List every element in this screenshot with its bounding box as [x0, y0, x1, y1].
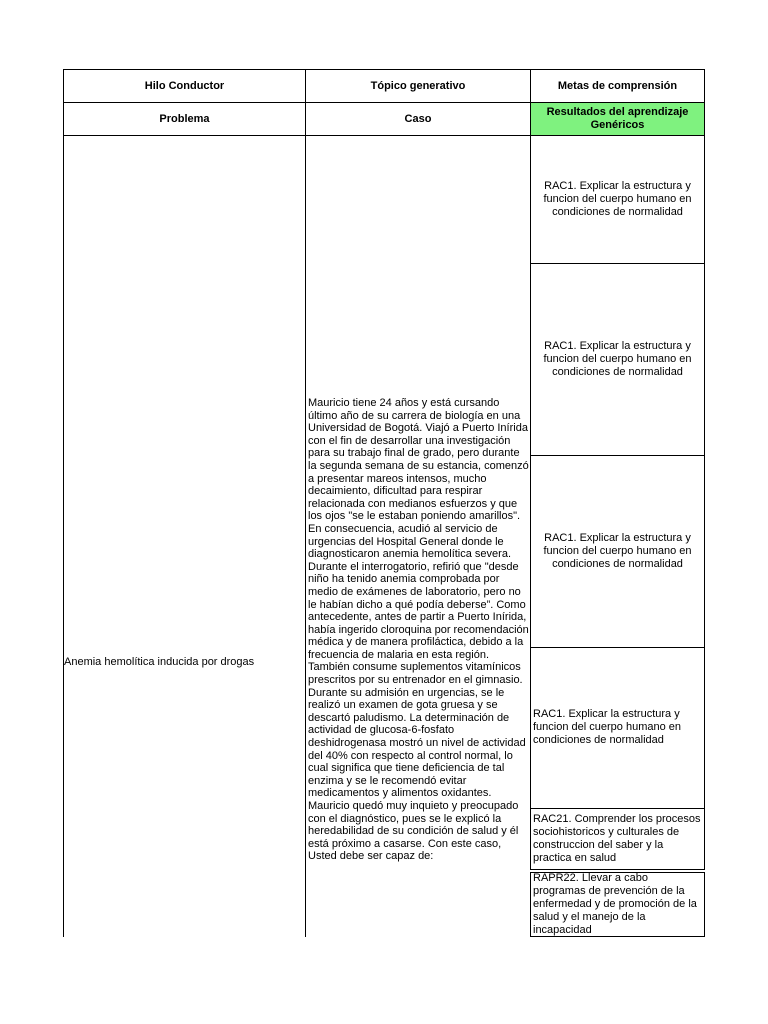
table-border-mid	[305, 69, 306, 937]
header-hilo-conductor: Hilo Conductor	[144, 79, 225, 92]
header-caso: Caso	[404, 112, 432, 125]
header-metas-comprension: Metas de comprensión	[557, 79, 678, 92]
outcome-cell: RAC1. Explicar la estructura y funcion del cuerpo humano en condiciones de normalidad	[530, 263, 705, 456]
problema-text: Anemia hemolítica inducida por drogas	[64, 656, 255, 668]
outcome-cell: RAPR22. Llevar a cabo programas de prevención de la enfermedad y de promoción de la salud y el manejo de la incapacidad	[530, 872, 705, 937]
outcome-cell: RAC1. Explicar la estructura y funcion del cuerpo humano en condiciones de normalidad	[530, 647, 705, 809]
header-topico-generativo: Tópico generativo	[370, 79, 466, 92]
outcome-cell: RAC1. Explicar la estructura y funcion del cuerpo humano en condiciones de normalidad	[530, 455, 705, 648]
table-border-row2-left	[63, 135, 530, 136]
outcome-cell: RAC1. Explicar la estructura y funcion del cuerpo humano en condiciones de normalidad	[530, 136, 705, 264]
header-resultados-aprendizaje: Resultados del aprendizaje Genéricos	[530, 102, 705, 136]
table-border-left	[63, 69, 64, 937]
outcome-cell: RAC21. Comprender los procesos sociohistoricos y culturales de construccion del saber y la practica en salud	[530, 808, 705, 870]
header-problema: Problema	[159, 112, 210, 125]
caso-text: Mauricio tiene 24 años y está cursando último año de su carrera de biología en una Universidad de Bogotá. Viajó a Puerto Inírida con el fin de desarrollar una investigación para su trabajo final de grado, pero durante la segunda semana de su estancia, comenzó a presentar mareos intensos, mucho decaimiento, dificultad para respirar relacionada con medianos esfuerzos y que los ojos "se le estaban poniendo amarillos". En consecuencia, acudió al servicio de urgencias del Hospital General donde le diagnosticaron anemia hemolítica severa. Durante el interrogatorio, refirió que "desde niño ha tenido anemia comprobada por medio de exámenes de laboratorio, pero no le habían dicho a qué podía deberse”. Como antecedente, antes de partir a Puerto Inírida, había ingerido cloroquina por recomendación médica y de manera profiláctica, debido a la frecuencia de malaria en esta región. También consume suplementos vitamínicos prescritos por su entrenador en el gimnasio. Durante su admisión en urgencias, se le realizó un examen de gota gruesa y se descartó paludismo. La determinación de actividad de glucosa-6-fosfato deshidrogenasa mostró un nivel de actividad del 40% con respecto al control normal, lo cual significa que tiene deficiencia de tal enzima y se le recomendó evitar medicamentos y alimentos oxidantes. Mauricio quedó muy inquieto y preocupado con el diagnóstico, pues se le explicó la heredabilidad de su condición de salud y él está próximo a casarse. Con este caso, Usted debe ser capaz de:	[308, 397, 529, 863]
table-border-right-header	[704, 69, 705, 103]
